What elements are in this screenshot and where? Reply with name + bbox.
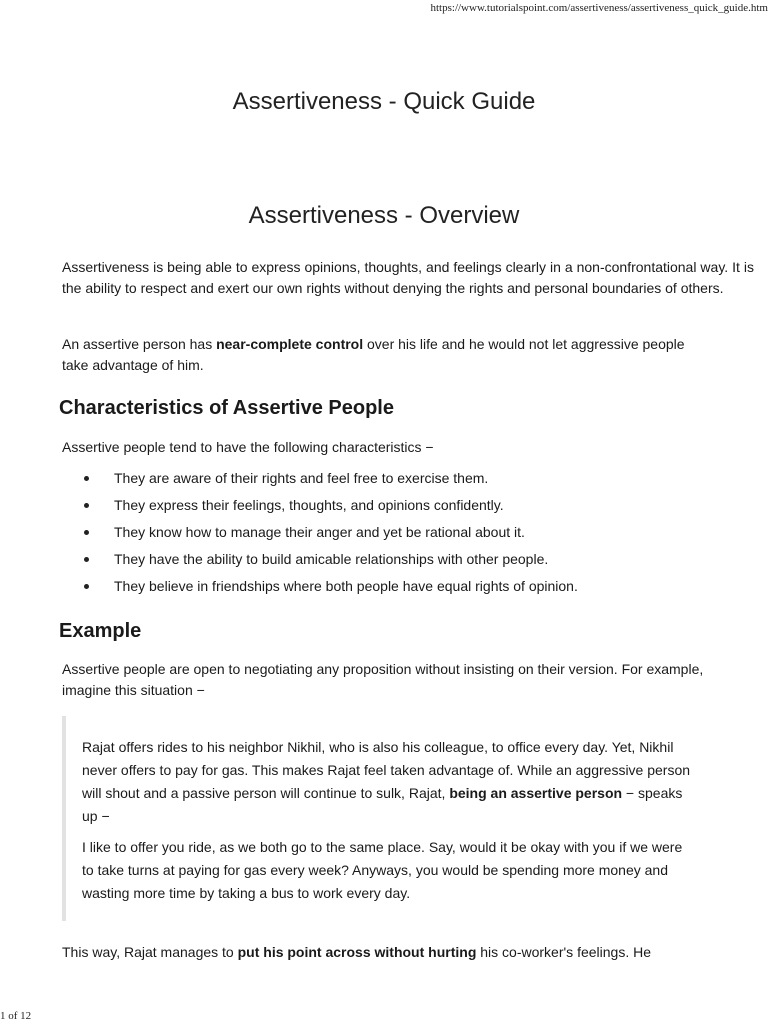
- closing-text-bold: put his point across without hurting: [237, 944, 477, 960]
- list-item: [62, 523, 578, 550]
- intro-paragraph: Assertiveness is being able to express opinions, thoughts, and feelings clearly in a non-confrontational way. It is the ability to respect and exert our own rights without denying the rights and personal boundaries of others.: [62, 259, 754, 296]
- bullet-icon: [84, 584, 89, 589]
- control-text-after: over his life and he would not let aggressive people take advantage of him.: [62, 336, 685, 373]
- page-title: Assertiveness - Quick Guide: [232, 88, 536, 115]
- example-lead: Assertive people are open to negotiating any proposition without insisting on their version. For example, imagine this situation −: [62, 661, 704, 698]
- bullet-icon: [84, 557, 89, 562]
- quote-paragraph-1: [82, 736, 692, 828]
- list-item: [62, 469, 578, 496]
- control-text-bold: near-complete control: [216, 336, 364, 352]
- characteristics-heading: Characteristics of Assertive People: [59, 397, 394, 419]
- list-item-text: They have the ability to build amicable relationships with other people.: [114, 551, 549, 567]
- list-item: [62, 577, 578, 604]
- bullet-icon: [84, 503, 89, 508]
- closing-text-before: This way, Rajat manages to: [62, 944, 238, 960]
- page-url: https://www.tutorialspoint.com/assertiveness/assertiveness_quick_guide.htm: [430, 2, 768, 14]
- list-item-text: They are aware of their rights and feel free to exercise them.: [114, 470, 489, 486]
- list-item-text: They believe in friendships where both people have equal rights of opinion.: [114, 578, 578, 594]
- characteristics-lead: Assertive people tend to have the following characteristics −: [62, 439, 434, 455]
- example-heading: Example: [59, 620, 142, 642]
- bullet-icon: [84, 476, 89, 481]
- control-text-before: An assertive person has: [62, 336, 217, 352]
- list-item: [62, 496, 578, 523]
- quote-text-before: Rajat offers rides to his neighbor Nikhil, who is also his colleague, to office every day. Yet, Nikhil never offers to pay for gas. This makes Rajat feel taken advantage of. While an aggressive person will shout and a passive person will continue to sulk, Rajat,: [82, 739, 691, 801]
- bullet-icon: [84, 530, 89, 535]
- characteristics-list: [62, 469, 578, 604]
- quote-text-bold: being an assertive person: [449, 785, 623, 801]
- list-item: [62, 550, 578, 577]
- control-paragraph: [62, 334, 708, 376]
- list-item-text: They express their feelings, thoughts, and opinions confidently.: [114, 497, 504, 513]
- quote-text-after: − speaks up −: [82, 785, 683, 824]
- section-title: Assertiveness - Overview: [248, 202, 520, 229]
- list-item-text: They know how to manage their anger and yet be rational about it.: [114, 524, 525, 540]
- page-indicator: 1 of 12: [0, 1010, 32, 1022]
- closing-text-after: his co-worker's feelings. He: [476, 944, 651, 960]
- quote-paragraph-2: I like to offer you ride, as we both go to the same place. Say, would it be okay with you if we were to take turns at paying for gas every week? Anyways, you would be spending more money and wasting more time by taking a bus to work every day.: [82, 839, 683, 901]
- example-quote-block: [62, 716, 707, 921]
- closing-paragraph: [62, 942, 708, 963]
